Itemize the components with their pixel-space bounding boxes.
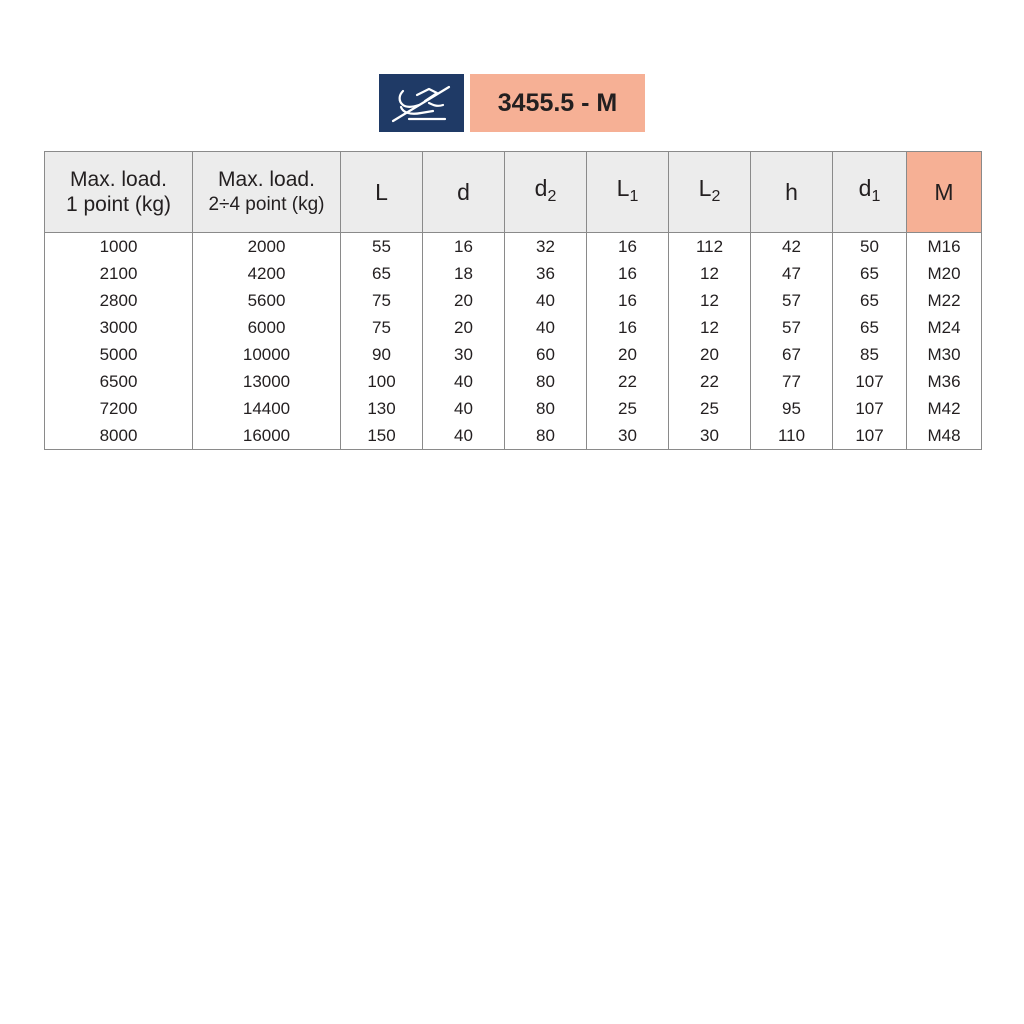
table-cell: 65 xyxy=(833,260,907,287)
table-cell: 22 xyxy=(587,368,669,395)
table-cell: 20 xyxy=(669,341,751,368)
column-header-d xyxy=(423,152,505,233)
table-cell: 30 xyxy=(587,422,669,450)
product-code: 3455.5 - M xyxy=(470,74,645,132)
table-cell: M16 xyxy=(907,233,982,261)
table-cell: 107 xyxy=(833,368,907,395)
table-cell: 25 xyxy=(669,395,751,422)
header-symbol: d xyxy=(858,174,872,201)
table-cell: 18 xyxy=(423,260,505,287)
table-cell: 107 xyxy=(833,422,907,450)
table-cell: 2100 xyxy=(45,260,193,287)
header-line: Max. load. xyxy=(70,168,167,191)
table-cell: 12 xyxy=(669,260,751,287)
table-cell: 107 xyxy=(833,395,907,422)
table-header-row xyxy=(45,152,982,233)
table-cell: 150 xyxy=(341,422,423,450)
table-cell: 77 xyxy=(751,368,833,395)
table-cell: 80 xyxy=(505,422,587,450)
table-cell: 5000 xyxy=(45,341,193,368)
header-line: Max. load. xyxy=(218,168,315,191)
table-cell: 110 xyxy=(751,422,833,450)
table-cell: 3000 xyxy=(45,314,193,341)
table-cell: 67 xyxy=(751,341,833,368)
table-cell: 30 xyxy=(423,341,505,368)
table-row xyxy=(45,314,982,341)
table-cell: 40 xyxy=(505,314,587,341)
table-cell: 40 xyxy=(423,368,505,395)
header-symbol: L xyxy=(616,174,630,201)
header-symbol: M xyxy=(934,179,954,205)
table-cell: 65 xyxy=(341,260,423,287)
table-cell: M48 xyxy=(907,422,982,450)
table-cell: 112 xyxy=(669,233,751,261)
table-cell: 130 xyxy=(341,395,423,422)
header-symbol: L xyxy=(698,174,712,201)
header-symbol: h xyxy=(785,179,798,205)
header-subscript: 2 xyxy=(547,187,557,205)
table-cell: 95 xyxy=(751,395,833,422)
table-cell: 40 xyxy=(423,395,505,422)
table-cell: 12 xyxy=(669,314,751,341)
column-header-M xyxy=(907,152,982,233)
table-cell: 5600 xyxy=(193,287,341,314)
table-cell: 75 xyxy=(341,314,423,341)
table-cell: 60 xyxy=(505,341,587,368)
column-header-d1 xyxy=(833,152,907,233)
table-cell: 16000 xyxy=(193,422,341,450)
table-cell: 75 xyxy=(341,287,423,314)
table-cell: 20 xyxy=(423,314,505,341)
column-header-max-load-1-point xyxy=(45,152,193,233)
table-cell: 20 xyxy=(423,287,505,314)
table-row xyxy=(45,233,982,261)
table-cell: 12 xyxy=(669,287,751,314)
header-symbol: d xyxy=(457,179,470,205)
table-cell: 85 xyxy=(833,341,907,368)
table-cell: M20 xyxy=(907,260,982,287)
table-cell: 1000 xyxy=(45,233,193,261)
table-cell: 2000 xyxy=(193,233,341,261)
table-cell: 16 xyxy=(587,233,669,261)
table-cell: 47 xyxy=(751,260,833,287)
table-cell: 6500 xyxy=(45,368,193,395)
table-cell: 50 xyxy=(833,233,907,261)
table-cell: 40 xyxy=(423,422,505,450)
table-cell: 16 xyxy=(587,287,669,314)
table-cell: 16 xyxy=(423,233,505,261)
table-row xyxy=(45,260,982,287)
table-cell: 40 xyxy=(505,287,587,314)
column-header-max-load-2-4-point xyxy=(193,152,341,233)
pen-writing-icon xyxy=(389,81,455,125)
table-row xyxy=(45,422,982,450)
header-line: 1 point (kg) xyxy=(65,193,172,216)
table-cell: 10000 xyxy=(193,341,341,368)
spec-table xyxy=(44,151,982,450)
table-cell: M30 xyxy=(907,341,982,368)
icon-box xyxy=(379,74,464,132)
header-symbol: d xyxy=(534,174,548,201)
table-cell: M36 xyxy=(907,368,982,395)
table-row xyxy=(45,395,982,422)
table-body xyxy=(45,233,982,450)
table-row xyxy=(45,341,982,368)
header-line: 2÷4 point (kg) xyxy=(208,194,325,215)
table-cell: 57 xyxy=(751,287,833,314)
table-cell: 65 xyxy=(833,287,907,314)
header-subscript: 1 xyxy=(871,187,881,205)
table-cell: 30 xyxy=(669,422,751,450)
table-cell: 20 xyxy=(587,341,669,368)
column-header-L2 xyxy=(669,152,751,233)
table-cell: 22 xyxy=(669,368,751,395)
table-cell: 57 xyxy=(751,314,833,341)
table-cell: 36 xyxy=(505,260,587,287)
header-subscript: 2 xyxy=(711,187,721,205)
table-cell: M24 xyxy=(907,314,982,341)
table-cell: 16 xyxy=(587,260,669,287)
column-header-d2 xyxy=(505,152,587,233)
table-cell: 16 xyxy=(587,314,669,341)
table-cell: 6000 xyxy=(193,314,341,341)
table-cell: 13000 xyxy=(193,368,341,395)
table-cell: 2800 xyxy=(45,287,193,314)
header-subscript: 1 xyxy=(629,187,639,205)
table-cell: M42 xyxy=(907,395,982,422)
table-cell: 100 xyxy=(341,368,423,395)
table-cell: 14400 xyxy=(193,395,341,422)
table-cell: 4200 xyxy=(193,260,341,287)
table-cell: 90 xyxy=(341,341,423,368)
table-cell: 65 xyxy=(833,314,907,341)
table-cell: 80 xyxy=(505,368,587,395)
product-title-bar xyxy=(379,74,645,132)
table-row xyxy=(45,368,982,395)
table-cell: 8000 xyxy=(45,422,193,450)
column-header-L xyxy=(341,152,423,233)
table-cell: 25 xyxy=(587,395,669,422)
column-header-h xyxy=(751,152,833,233)
table-cell: M22 xyxy=(907,287,982,314)
table-cell: 80 xyxy=(505,395,587,422)
table-cell: 7200 xyxy=(45,395,193,422)
column-header-L1 xyxy=(587,152,669,233)
table-row xyxy=(45,287,982,314)
table-cell: 42 xyxy=(751,233,833,261)
table-cell: 32 xyxy=(505,233,587,261)
table-cell: 55 xyxy=(341,233,423,261)
header-symbol: L xyxy=(375,179,388,205)
